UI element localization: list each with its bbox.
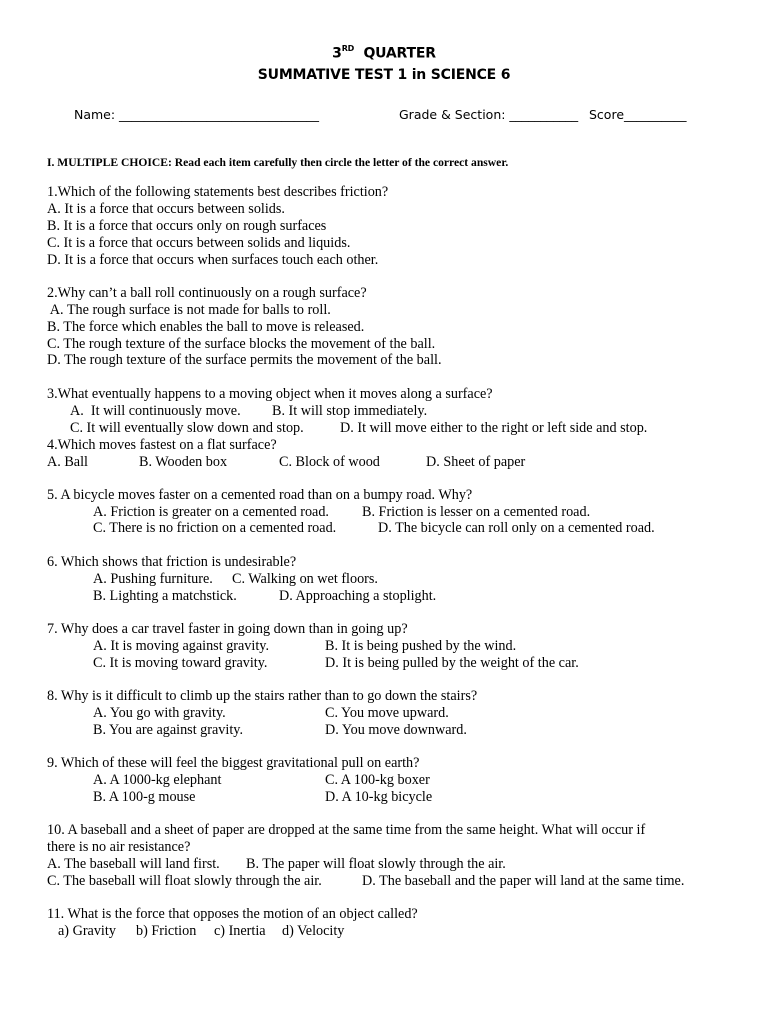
q8-option-a[interactable]: A. You go with gravity.: [93, 705, 226, 721]
q3-option-b[interactable]: B. It will stop immediately.: [272, 403, 428, 419]
question-3: 3.What eventually happens to a moving object when it moves along a surface?: [47, 386, 493, 402]
q1-option-b[interactable]: B. It is a force that occurs only on rough surfaces: [47, 218, 327, 234]
q4-option-d[interactable]: D. Sheet of paper: [426, 454, 526, 470]
question-10-continued: there is no air resistance?: [47, 839, 191, 855]
q11-option-a[interactable]: a) Gravity: [58, 923, 116, 939]
q10-option-a[interactable]: A. The baseball will land first.: [47, 856, 220, 872]
q3-option-a[interactable]: A. It will continuously move.: [70, 403, 241, 419]
q6-option-a[interactable]: A. Pushing furniture.: [93, 571, 213, 587]
q2-option-d[interactable]: D. The rough texture of the surface permits the movement of the ball.: [47, 352, 442, 368]
instructions: I. MULTIPLE CHOICE: Read each item carefully then circle the letter of the correct answer.: [47, 156, 509, 169]
q9-option-d[interactable]: D. A 10-kg bicycle: [325, 789, 433, 805]
q10-option-d[interactable]: D. The baseball and the paper will land at the same time.: [362, 873, 685, 889]
q10-option-c[interactable]: C. The baseball will float slowly through the air.: [47, 873, 322, 889]
q5-option-b[interactable]: B. Friction is lesser on a cemented road.: [362, 504, 591, 520]
q4-option-c[interactable]: C. Block of wood: [279, 454, 380, 470]
q7-option-a[interactable]: A. It is moving against gravity.: [93, 638, 270, 654]
q1-option-a[interactable]: A. It is a force that occurs between solids.: [47, 201, 285, 217]
question-11: 11. What is the force that opposes the motion of an object called?: [47, 906, 418, 922]
q3-option-d[interactable]: D. It will move either to the right or left side and stop.: [340, 420, 648, 436]
score-field[interactable]: Score__________: [589, 107, 687, 122]
q5-option-a[interactable]: A. Friction is greater on a cemented road.: [93, 504, 329, 520]
quarter-number: 3: [332, 45, 342, 62]
q2-option-c[interactable]: C. The rough texture of the surface blocks the movement of the ball.: [47, 336, 436, 352]
q5-option-d[interactable]: D. The bicycle can roll only on a cemented road.: [378, 520, 655, 536]
question-1: 1.Which of the following statements best describes friction?: [47, 184, 389, 200]
question-7: 7. Why does a car travel faster in going down than in going up?: [47, 621, 408, 637]
q2-option-a[interactable]: A. The rough surface is not made for balls to roll.: [47, 302, 331, 318]
q7-option-c[interactable]: C. It is moving toward gravity.: [93, 655, 268, 671]
question-6: 6. Which shows that friction is undesirable?: [47, 554, 297, 570]
q11-option-b[interactable]: b) Friction: [136, 923, 197, 939]
q3-option-c[interactable]: C. It will eventually slow down and stop.: [70, 420, 304, 436]
q9-option-c[interactable]: C. A 100-kg boxer: [325, 772, 430, 788]
q2-option-b[interactable]: B. The force which enables the ball to move is released.: [47, 319, 365, 335]
q9-option-a[interactable]: A. A 1000-kg elephant: [93, 772, 222, 788]
q8-option-c[interactable]: C. You move upward.: [325, 705, 449, 721]
q6-option-b[interactable]: B. Lighting a matchstick.: [93, 588, 237, 604]
q11-option-d[interactable]: d) Velocity: [282, 923, 345, 939]
q8-option-d[interactable]: D. You move downward.: [325, 722, 467, 738]
q8-option-b[interactable]: B. You are against gravity.: [93, 722, 243, 738]
q5-option-c[interactable]: C. There is no friction on a cemented road.: [93, 520, 337, 536]
q10-option-b[interactable]: B. The paper will float slowly through the air.: [246, 856, 506, 872]
q1-option-d[interactable]: D. It is a force that occurs when surfaces touch each other.: [47, 252, 379, 268]
grade-section-field[interactable]: Grade & Section: ___________: [399, 107, 579, 122]
question-9: 9. Which of these will feel the biggest gravitational pull on earth?: [47, 755, 420, 771]
q9-option-b[interactable]: B. A 100-g mouse: [93, 789, 196, 805]
q1-option-c[interactable]: C. It is a force that occurs between solids and liquids.: [47, 235, 351, 251]
test-title: SUMMATIVE TEST 1 in SCIENCE 6: [257, 67, 511, 83]
name-field[interactable]: Name: ________________________________: [74, 107, 320, 122]
quarter-word: QUARTER: [363, 45, 436, 62]
q4-option-a[interactable]: A. Ball: [47, 454, 88, 470]
q6-option-c[interactable]: C. Walking on wet floors.: [232, 571, 378, 587]
q7-option-d[interactable]: D. It is being pulled by the weight of the car.: [325, 655, 579, 671]
q11-option-c[interactable]: c) Inertia: [214, 923, 266, 939]
question-8: 8. Why is it difficult to climb up the stairs rather than to go down the stairs?: [47, 688, 478, 704]
quarter-heading: [0, 45, 768, 62]
quarter-superscript: RD: [341, 44, 355, 53]
question-10: 10. A baseball and a sheet of paper are dropped at the same time from the same height. What will occur if: [47, 822, 646, 838]
question-4: 4.Which moves fastest on a flat surface?: [47, 437, 277, 453]
question-5: 5. A bicycle moves faster on a cemented road than on a bumpy road. Why?: [47, 487, 473, 503]
q4-option-b[interactable]: B. Wooden box: [139, 454, 228, 470]
q7-option-b[interactable]: B. It is being pushed by the wind.: [325, 638, 517, 654]
question-2: 2.Why can’t a ball roll continuously on a rough surface?: [47, 285, 367, 301]
q6-option-d[interactable]: D. Approaching a stoplight.: [279, 588, 437, 604]
